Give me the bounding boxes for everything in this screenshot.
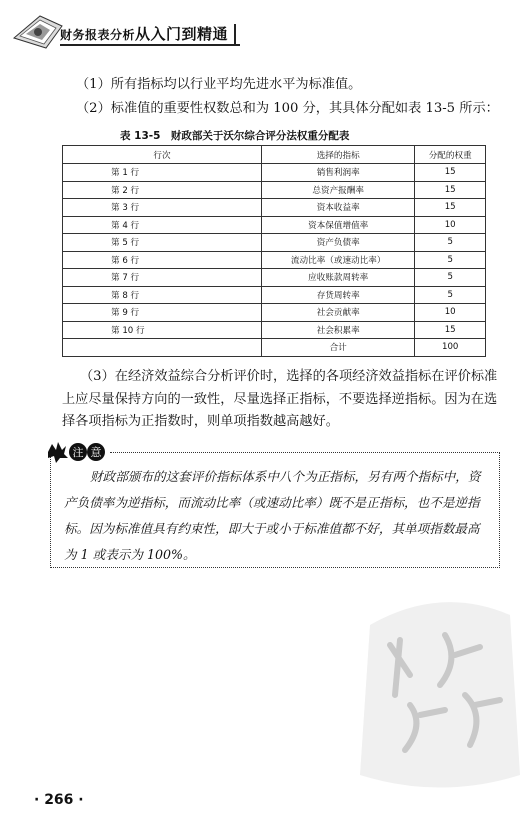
table-row (63, 251, 486, 269)
book-title-small: 财务报表分析 (60, 28, 136, 42)
indicator-cell: 总资产报酬率 (262, 181, 415, 199)
table-row (63, 234, 486, 252)
weight-cell: 15 (415, 164, 486, 182)
total-label-cell: 合计 (262, 339, 415, 357)
total-value-cell: 100 (415, 339, 486, 357)
table-row (63, 199, 486, 217)
indicator-cell: 流动比率（或速动比率） (262, 251, 415, 269)
row-number-cell: 第 5 行 (63, 234, 262, 252)
note-label-char-1: 注 (72, 446, 84, 459)
row-number-cell: 第 4 行 (63, 216, 262, 234)
weight-cell: 10 (415, 216, 486, 234)
weight-cell: 5 (415, 251, 486, 269)
header-row-number: 行次 (63, 146, 262, 164)
weight-cell: 15 (415, 199, 486, 217)
paragraph-3: （3）在经济效益综合分析评价时，选择的各项经济效益指标在评价标准上应尽量保持方向的一致性，尽量选择正指标，不要选择逆指标。因为在选择各项指标为正指数时，则单项指数越高越好。 (62, 369, 498, 429)
note-warning-icon (46, 440, 106, 464)
indicator-cell: 应收账款周转率 (262, 269, 415, 287)
table-row (63, 164, 486, 182)
weight-table (62, 145, 486, 357)
indicator-cell: 社会积累率 (262, 321, 415, 339)
indicator-cell: 存货周转率 (262, 286, 415, 304)
weight-cell: 5 (415, 286, 486, 304)
page-number: · 266 · (34, 792, 84, 808)
header-divider (234, 24, 236, 46)
total-empty-cell (63, 339, 262, 357)
note-text: 财政部颁布的这套评价指标体系中八个为正指标，另有两个指标中，资产负债率为逆指标，而流动比率（或速动比率）既不是正指标，也不是逆指标。因为标准值具有约束性，即大于或小于标准值都不好，其单项指数最高为 1 或表示为 100%。 (64, 469, 481, 562)
table-row (63, 181, 486, 199)
table-row (63, 304, 486, 322)
row-number-cell: 第 9 行 (63, 304, 262, 322)
paragraph-2: （2）标准值的重要性权数总和为 100 分，其具体分配如表 13-5 所示： (76, 101, 499, 116)
weight-cell: 5 (415, 269, 486, 287)
row-number-cell: 第 1 行 (63, 164, 262, 182)
indicator-cell: 社会贡献率 (262, 304, 415, 322)
weight-cell: 5 (415, 234, 486, 252)
paragraph-1: （1）所有指标均以行业平均先进水平为标准值。 (76, 77, 362, 92)
book-title (60, 23, 228, 44)
row-number-cell: 第 3 行 (63, 199, 262, 217)
table-total-row (63, 339, 486, 357)
indicator-cell: 资本收益率 (262, 199, 415, 217)
row-number-cell: 第 8 行 (63, 286, 262, 304)
header-indicator: 选择的指标 (262, 146, 415, 164)
table-row (63, 286, 486, 304)
indicator-cell: 资本保值增值率 (262, 216, 415, 234)
table-caption: 表 13-5 财政部关于沃尔综合评分法权重分配表 (120, 130, 350, 142)
row-number-cell: 第 6 行 (63, 251, 262, 269)
weight-cell: 15 (415, 181, 486, 199)
publisher-watermark-icon (350, 585, 525, 795)
table-header-row (63, 146, 486, 164)
note-label-char-2: 意 (90, 446, 102, 459)
row-number-cell: 第 2 行 (63, 181, 262, 199)
indicator-cell: 销售利润率 (262, 164, 415, 182)
weight-cell: 15 (415, 321, 486, 339)
header-weight: 分配的权重 (415, 146, 486, 164)
page-header (0, 0, 525, 58)
table-row (63, 321, 486, 339)
weight-cell: 10 (415, 304, 486, 322)
indicator-cell: 资产负债率 (262, 234, 415, 252)
book-title-large: 从入门到精通 (135, 25, 229, 43)
row-number-cell: 第 10 行 (63, 321, 262, 339)
header-underline (60, 44, 240, 46)
row-number-cell: 第 7 行 (63, 269, 262, 287)
table-row (63, 216, 486, 234)
table-row (63, 269, 486, 287)
